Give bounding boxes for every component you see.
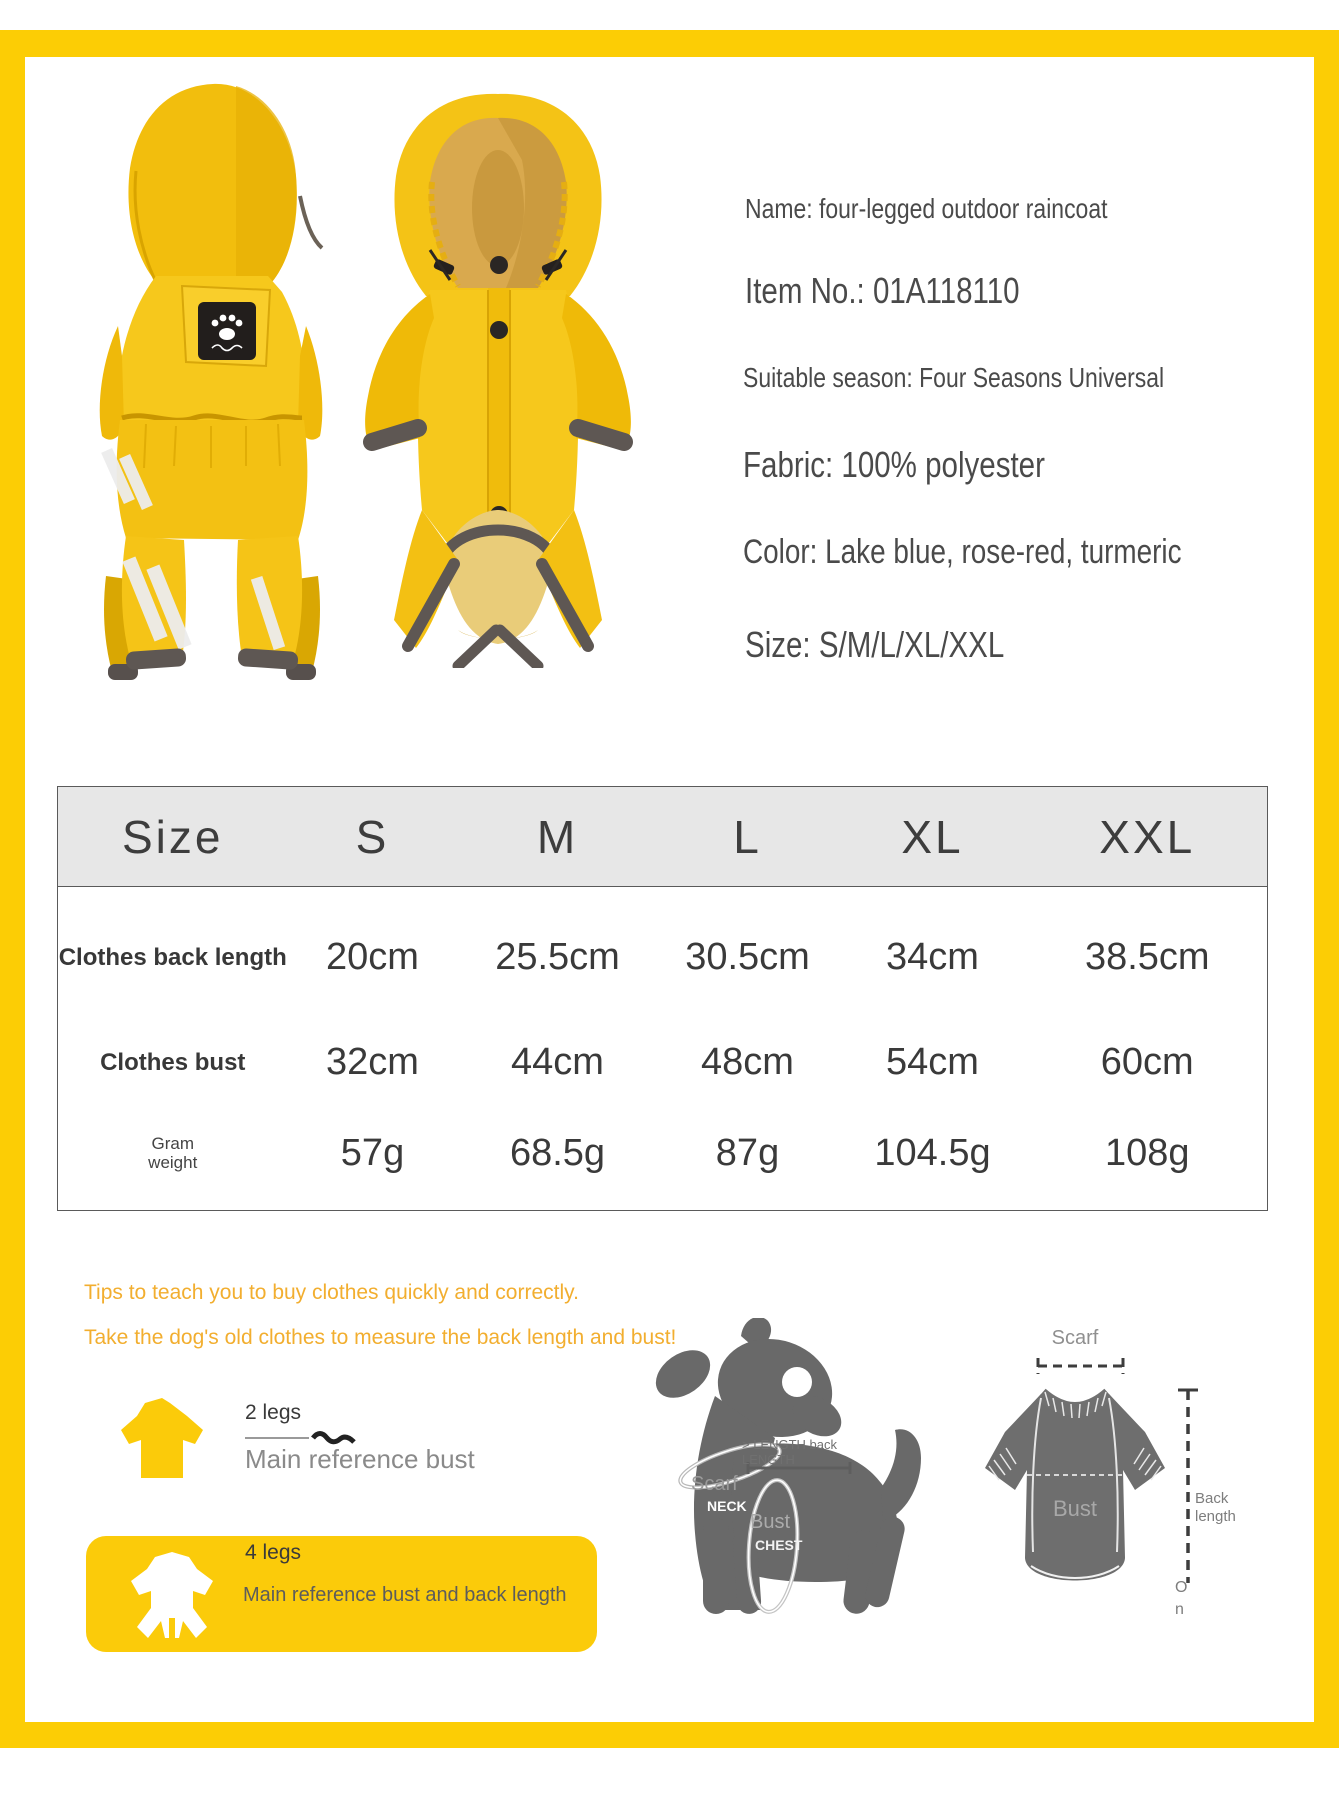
size-table <box>57 786 1268 1211</box>
dog-measurement-diagram <box>565 1318 1025 1628</box>
frame-right-bar <box>1314 30 1339 1748</box>
tips-line-1: Tips to teach you to buy clothes quickly and correctly. <box>84 1281 579 1304</box>
dog-neck-label: NECK <box>707 1498 747 1514</box>
cell-back-length-l: 30.5cm <box>685 936 810 979</box>
raincoat-front-photo <box>346 90 650 668</box>
frame-left-bar <box>0 30 25 1748</box>
header-cell-xl: XL <box>838 787 1028 887</box>
dog-chest-label: CHEST <box>755 1537 803 1553</box>
product-name-line: Name: four-legged outdoor raincoat <box>745 193 1108 224</box>
cell-back-length-xl: 34cm <box>886 936 979 979</box>
gram-weight-line1: Gram <box>151 1134 194 1154</box>
cell-back-length-m: 25.5cm <box>495 936 620 979</box>
shirt-char-n: n <box>1175 1601 1184 1618</box>
header-cell-l: L <box>658 787 838 887</box>
tips-line-2: Take the dog's old clothes to measure the back length and bust! <box>84 1326 677 1349</box>
cell-bust-xl: 54cm <box>886 1041 979 1083</box>
shirt-scarf-label: Scarf <box>1051 1327 1099 1349</box>
header-cell-s: S <box>288 787 458 887</box>
dog-length-back-label: > LENGTH back <box>742 1437 838 1452</box>
two-legs-desc: Main reference bust <box>245 1444 475 1474</box>
dog-bust-label: Bust <box>750 1511 791 1533</box>
cell-weight-xxl: 108g <box>1104 1131 1190 1174</box>
shirt-bust-label: Bust <box>1052 1496 1098 1521</box>
header-cell-m: M <box>458 787 658 887</box>
shirt-measurement-diagram <box>975 1320 1255 1620</box>
shirt-back-length-label-line2: length <box>1195 1508 1236 1525</box>
two-legs-garment-icon <box>116 1394 208 1482</box>
cell-bust-s: 32cm <box>326 1041 419 1083</box>
cell-back-length-s: 20cm <box>326 936 419 979</box>
frame-top-bar <box>0 30 1339 57</box>
cell-weight-m: 68.5g <box>509 1131 606 1174</box>
cell-weight-xl: 104.5g <box>874 1131 991 1174</box>
table-row-gram-weight <box>58 1097 1268 1211</box>
dog-length-label: LENGTH <box>742 1452 795 1467</box>
size-table-header-row <box>58 787 1268 887</box>
row-label-bust: Clothes bust <box>100 1048 246 1076</box>
header-cell-xxl: XXL <box>1028 787 1268 887</box>
cell-weight-l: 87g <box>715 1131 780 1174</box>
gram-weight-line2: weight <box>148 1153 198 1173</box>
frame-bottom-bar <box>0 1722 1339 1748</box>
two-legs-label: 2 legs <box>245 1401 302 1424</box>
four-legs-desc: Main reference bust and back length <box>243 1584 567 1606</box>
row-label-back-length: Clothes back length <box>58 943 287 971</box>
row-label-gram-weight <box>58 1097 288 1211</box>
cell-back-length-xxl: 38.5cm <box>1084 936 1210 979</box>
header-cell-size: Size <box>58 787 288 887</box>
product-fabric-line: Fabric: 100% polyester <box>743 444 1045 485</box>
product-item-no-line: Item No.: 01A118110 <box>745 270 1020 311</box>
table-row-back-length <box>58 887 1268 1029</box>
shirt-char-o: O <box>1175 1579 1188 1596</box>
cell-bust-l: 48cm <box>701 1041 794 1083</box>
shirt-back-length-label-line1: Back <box>1195 1490 1229 1507</box>
cell-weight-s: 57g <box>340 1131 405 1174</box>
cell-bust-xxl: 60cm <box>1100 1041 1194 1083</box>
cell-bust-m: 44cm <box>511 1041 604 1083</box>
product-season-line: Suitable season: Four Seasons Universal <box>743 362 1165 393</box>
four-legs-garment-icon <box>124 1548 220 1642</box>
four-legs-label: 4 legs <box>245 1541 302 1564</box>
product-size-line: Size: S/M/L/XL/XXL <box>745 624 1005 665</box>
raincoat-back-photo <box>86 76 338 686</box>
dog-scarf-label: Scarf <box>691 1473 738 1495</box>
table-row-bust <box>58 1029 1268 1097</box>
product-color-line: Color: Lake blue, rose-red, turmeric <box>743 533 1182 571</box>
